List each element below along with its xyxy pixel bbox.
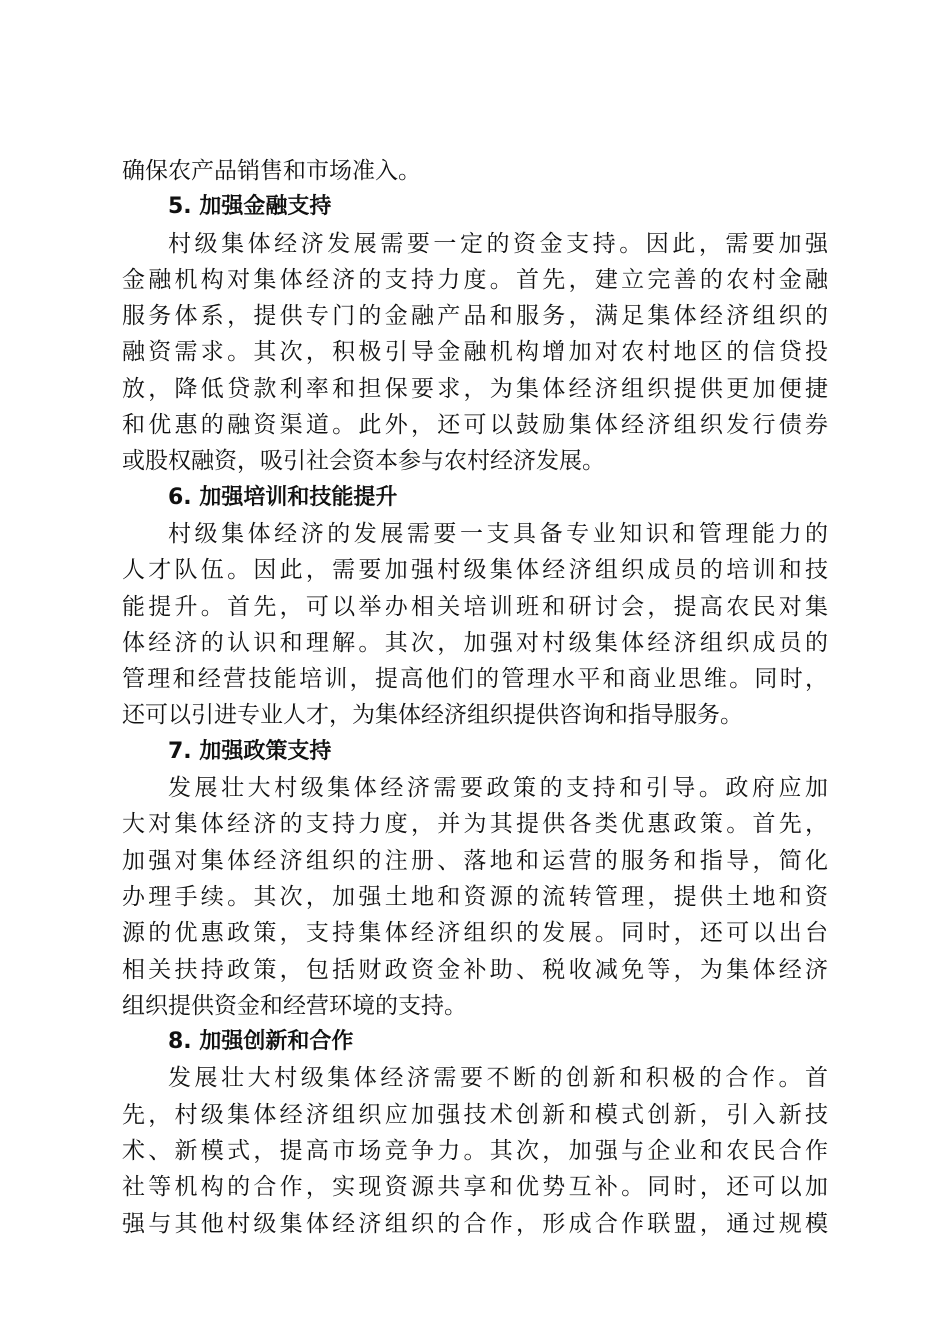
paragraph-line: 大对集体经济的支持力度，并为其提供各类优惠政策。首先， [122,811,828,838]
section-heading-5: 5. 加强金融支持 [168,194,332,220]
paragraph-line: 服务体系，提供专门的金融产品和服务，满足集体经济组织的 [122,303,828,330]
paragraph-line: 管理和经营技能培训，提高他们的管理水平和商业思维。同时， [122,666,828,693]
paragraph-line: 术、新模式，提高市场竞争力。其次，加强与企业和农民合作 [122,1138,828,1165]
paragraph-line: 发展壮大村级集体经济需要不断的创新和积极的合作。首 [168,1065,828,1092]
paragraph-line: 相关扶持政策，包括财政资金补助、税收减免等，为集体经济 [122,956,828,983]
paragraph-line: 和优惠的融资渠道。此外，还可以鼓励集体经济组织发行债券 [122,412,828,439]
paragraph-line: 强与其他村级集体经济组织的合作，形成合作联盟，通过规模 [122,1210,828,1237]
paragraph-line: 办理手续。其次，加强土地和资源的流转管理，提供土地和资 [122,883,828,910]
paragraph-line: 组织提供资金和经营环境的支持。 [122,992,467,1019]
section-heading-7: 7. 加强政策支持 [168,738,332,764]
paragraph-line: 源的优惠政策，支持集体经济组织的发展。同时，还可以出台 [122,920,828,947]
paragraph-line: 能提升。首先，可以举办相关培训班和研讨会，提高农民对集 [122,593,828,620]
paragraph-line: 放，降低贷款利率和担保要求，为集体经济组织提供更加便捷 [122,375,828,402]
paragraph-line: 村级集体经济发展需要一定的资金支持。因此，需要加强 [168,230,828,257]
paragraph-line: 村级集体经济的发展需要一支具备专业知识和管理能力的 [168,520,828,547]
section-heading-8: 8. 加强创新和合作 [168,1029,354,1055]
paragraph-line: 确保农产品销售和市场准入。 [122,158,421,184]
paragraph-line: 社等机构的合作，实现资源共享和优势互补。同时，还可以加 [122,1174,828,1201]
document-body [122,153,828,1242]
paragraph-line: 先，村级集体经济组织应加强技术创新和模式创新，引入新技 [122,1101,828,1128]
paragraph-line: 金融机构对集体经济的支持力度。首先，建立完善的农村金融 [122,266,828,293]
paragraph-line: 人才队伍。因此，需要加强村级集体经济组织成员的培训和技 [122,557,828,584]
paragraph-line: 融资需求。其次，积极引导金融机构增加对农村地区的信贷投 [122,339,828,366]
paragraph-line: 发展壮大村级集体经济需要政策的支持和引导。政府应加 [168,775,828,802]
section-heading-6: 6. 加强培训和技能提升 [168,484,398,510]
paragraph-line: 或股权融资，吸引社会资本参与农村经济发展。 [122,448,605,475]
paragraph-line: 体经济的认识和理解。其次，加强对村级集体经济组织成员的 [122,629,828,656]
paragraph-line: 还可以引进专业人才，为集体经济组织提供咨询和指导服务。 [122,702,743,729]
paragraph-line: 加强对集体经济组织的注册、落地和运营的服务和指导，简化 [122,847,828,874]
